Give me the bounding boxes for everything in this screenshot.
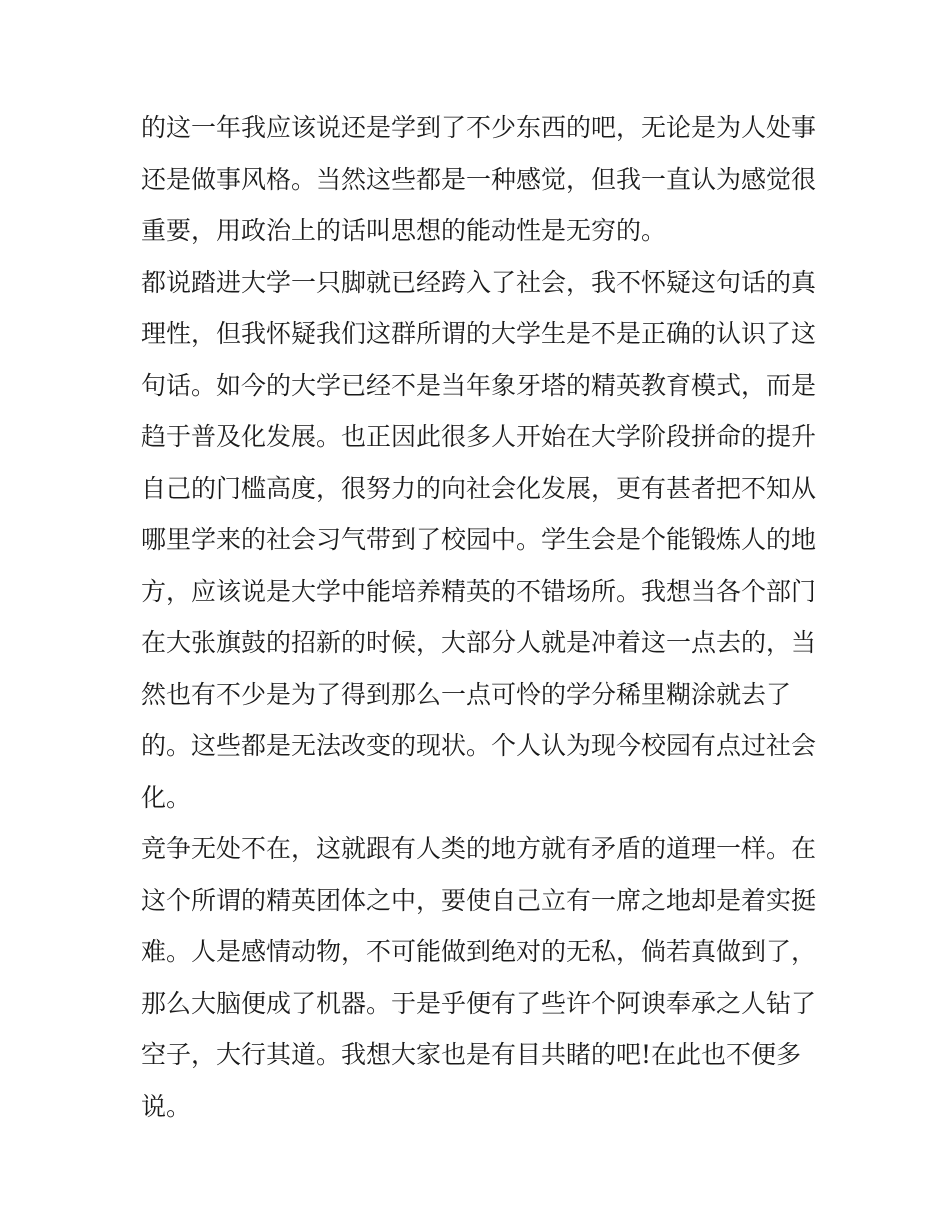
text-line: 哪里学来的社会习气带到了校园中。学生会是个能锻炼人的地	[141, 525, 817, 554]
text-line: 趋于普及化发展。也正因此很多人开始在大学阶段拼命的提升	[141, 422, 817, 451]
text-line: 这个所谓的精英团体之中，要使自己立有一席之地却是着实挺	[141, 885, 817, 915]
text-line: 句话。如今的大学已经不是当年象牙塔的精英教育模式，而是	[141, 370, 817, 400]
text-line: 难。人是感情动物，不可能做到绝对的无私，倘若真做到了，	[141, 937, 817, 966]
text-line: 空子，大行其道。我想大家也是有目共睹的吧!在此也不便多	[141, 1040, 802, 1069]
text-line: 重要，用政治上的话叫思想的能动性是无穷的。	[141, 216, 667, 245]
text-line: 在大张旗鼓的招新的时候，大部分人就是冲着这一点去的，当	[141, 628, 817, 657]
text-line: 自己的门槛高度，很努力的向社会化发展，更有甚者把不知从	[141, 473, 817, 503]
text-line: 然也有不少是为了得到那么一点可怜的学分稀里糊涂就去了	[141, 679, 792, 709]
text-line: 化。	[141, 782, 192, 812]
text-line: 的。这些都是无法改变的现状。个人认为现今校园有点过社会	[141, 731, 817, 760]
text-line: 方，应该说是大学中能培养精英的不错场所。我想当各个部门	[141, 576, 817, 606]
text-line: 竞争无处不在，这就跟有人类的地方就有矛盾的道理一样。在	[141, 834, 817, 863]
text-line: 都说踏进大学一只脚就已经跨入了社会，我不怀疑这句话的真	[141, 267, 817, 297]
text-line: 理性，但我怀疑我们这群所谓的大学生是不是正确的认识了这	[141, 319, 817, 348]
text-line: 的这一年我应该说还是学到了不少东西的吧，无论是为人处事	[141, 113, 817, 142]
document-body	[141, 102, 821, 1132]
text-line: 还是做事风格。当然这些都是一种感觉，但我一直认为感觉很	[141, 164, 817, 194]
text-line: 那么大脑便成了机器。于是乎便有了些许个阿谀奉承之人钻了	[141, 988, 817, 1018]
text-line: 说。	[141, 1091, 192, 1121]
